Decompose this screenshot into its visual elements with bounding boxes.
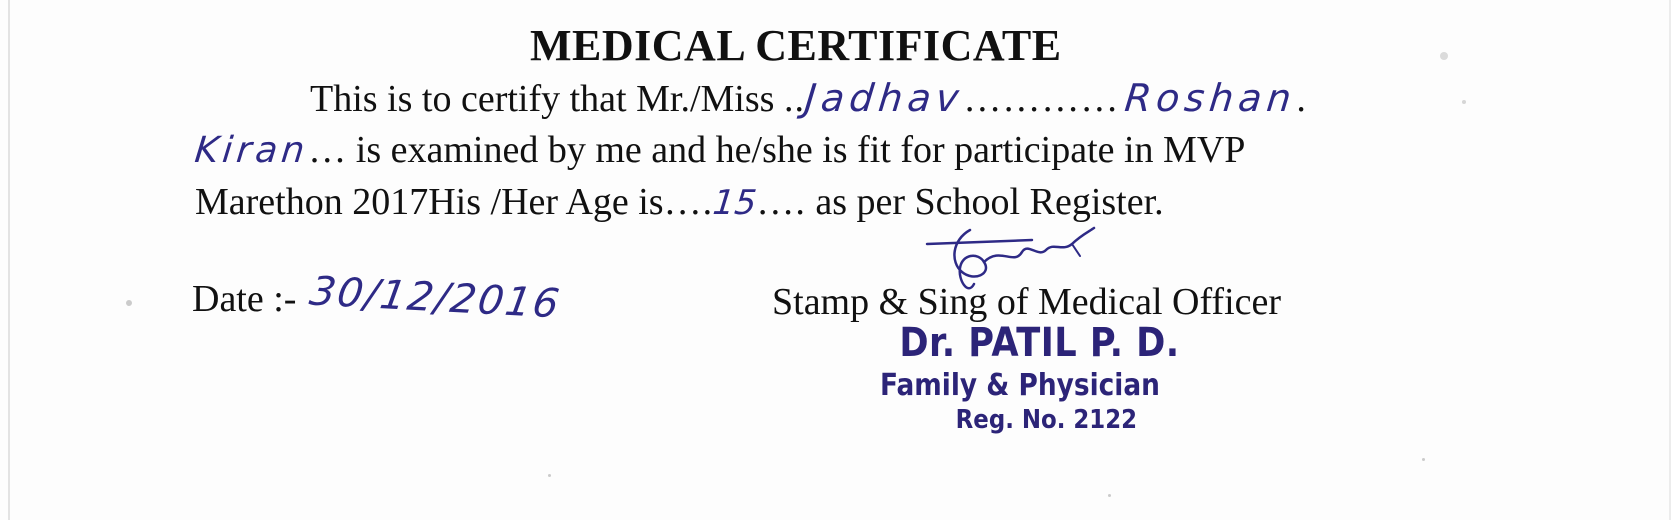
stamp-doctor-title: Family & Physician — [880, 368, 1160, 403]
age-line — [195, 180, 1164, 224]
paper-speck — [126, 300, 132, 306]
paper-speck — [1440, 52, 1448, 60]
examined-line — [192, 128, 1246, 172]
paper-speck — [1462, 100, 1466, 104]
dotted-fill: .. — [783, 78, 805, 120]
stamp-registration-number: Reg. No. 2122 — [955, 405, 1138, 435]
handwritten-last-name: Kiran — [192, 130, 311, 171]
doctor-stamp — [880, 320, 1180, 435]
paper-speck — [548, 474, 551, 477]
handwritten-age: 15 — [711, 183, 759, 223]
officer-signature-label: Stamp & Sing of Medical Officer — [772, 281, 1282, 323]
age-prefix-text: Marethon 2017His /Her Age is — [195, 181, 664, 223]
date-line — [192, 268, 565, 328]
dotted-fill: ………… — [963, 78, 1120, 120]
dotted-fill: …. — [663, 181, 714, 223]
page-left-edge — [8, 0, 10, 520]
paper-speck — [1108, 494, 1111, 497]
date-label: Date :- — [192, 278, 297, 320]
certificate-title: MEDICAL CERTIFICATE — [530, 21, 1062, 70]
paper-speck — [1422, 458, 1425, 461]
handwritten-date: 30/12/2016 — [307, 268, 565, 328]
examined-text: … is examined by me and he/she is fit for participate in MVP — [308, 129, 1246, 171]
age-suffix-text: as per School Register. — [815, 181, 1164, 223]
dotted-fill: . — [1296, 78, 1307, 120]
handwritten-first-name: Jadhav — [802, 76, 966, 120]
certify-prefix-text: This is to certify that Mr./Miss — [310, 78, 775, 120]
stamp-doctor-name: Dr. PATIL P. D. — [899, 320, 1180, 366]
handwritten-middle-name: Roshan — [1123, 76, 1299, 120]
certify-line — [310, 76, 1307, 121]
dotted-fill: …. — [756, 181, 806, 223]
